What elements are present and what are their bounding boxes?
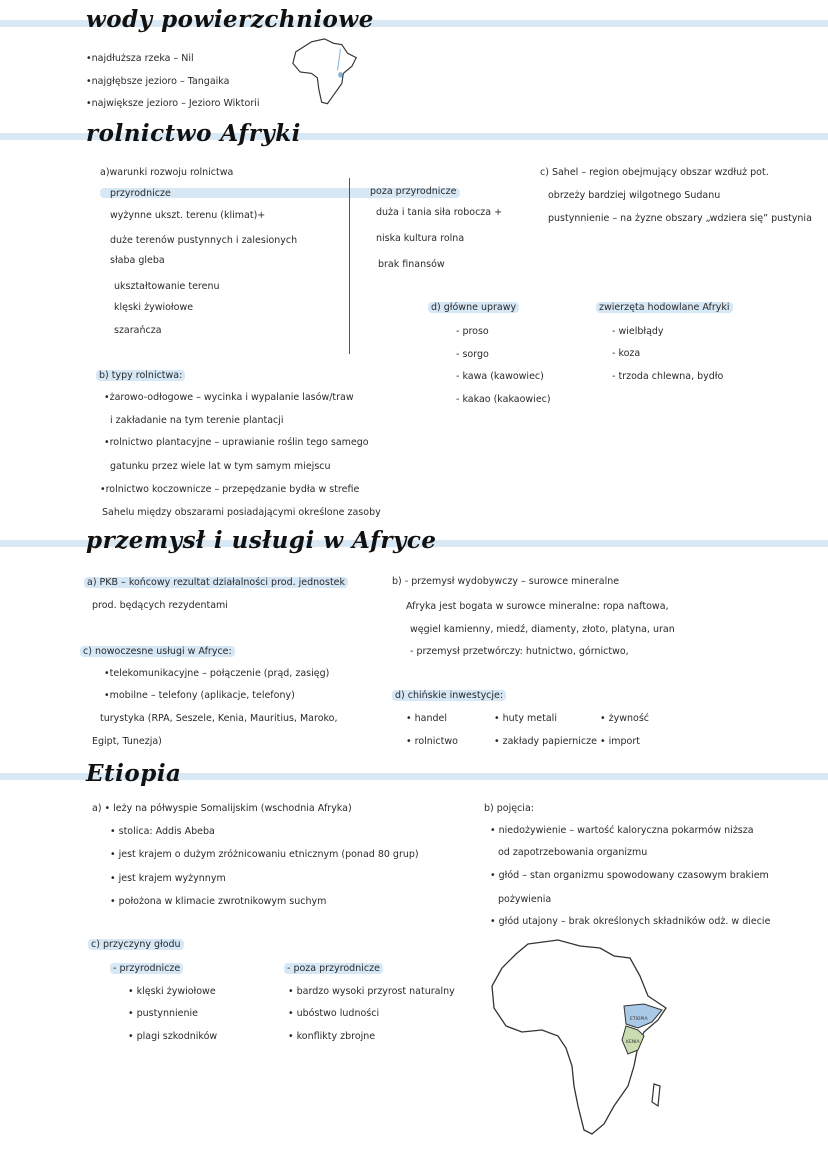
list-item: • huty metali (494, 713, 557, 724)
list-item: •rolnictwo koczownicze – przepędzanie bydła w strefie (100, 484, 360, 495)
africa-map-ethiopia (488, 936, 678, 1138)
list-item: • plagi szkodników (128, 1031, 218, 1042)
list-item: od zapotrzebowania organizmu (498, 847, 648, 858)
list-item: brak finansów (378, 259, 445, 270)
list-item: duże terenów pustynnych i zalesionych (110, 235, 298, 246)
list-item: szarańcza (114, 325, 162, 336)
list-item: a) • leży na półwyspie Somalijskim (wschodnia Afryka) (92, 803, 352, 814)
crops-heading: d) główne uprawy (428, 302, 519, 313)
section-title-etiopia: Etiopia (86, 760, 182, 787)
list-item: - sorgo (456, 349, 489, 360)
list-item: •najgłębsze jezioro – Tangaika (86, 76, 230, 87)
list-item: b) - przemysł wydobywczy – surowce mineralne (392, 576, 620, 587)
list-item: węgiel kamienny, miedź, diamenty, złoto, platyna, uran (410, 624, 675, 635)
sahel-item: obrzeży bardziej wilgotnego Sudanu (548, 190, 721, 201)
section-title-wody: wody powierzchniowe (86, 6, 374, 33)
list-item: • bardzo wysoki przyrost naturalny (288, 986, 455, 997)
list-item: • jest krajem o dużym zróżnicowaniu etnicznym (ponad 80 grup) (110, 849, 419, 860)
section-title-rolnictwo: rolnictwo Afryki (86, 120, 301, 147)
list-item: gatunku przez wiele lat w tym samym miejscu (110, 461, 331, 472)
list-item: i zakładanie na tym terenie plantacji (110, 415, 284, 426)
natural-heading: - przyrodnicze (110, 963, 183, 974)
section-title-przemysl: przemysł i usługi w Afryce (86, 527, 437, 554)
list-item: • handel (406, 713, 448, 724)
list-item: - przemysł przetwórczy: hutnictwo, górnictwo, (410, 646, 629, 657)
hunger-causes-heading: c) przyczyny głodu (88, 939, 184, 950)
column-divider (349, 178, 350, 354)
list-item: - proso (456, 326, 489, 337)
conditions-heading: a)warunki rozwoju rolnictwa (100, 167, 234, 178)
list-item: • głód utajony – brak określonych składników odż. w diecie (490, 916, 771, 927)
list-item: • ubóstwo ludności (288, 1008, 380, 1019)
africa-map-small (290, 36, 362, 108)
list-item: wyżynne ukszt. terenu (klimat)+ (110, 210, 266, 221)
natural-heading: przyrodnicze (110, 188, 171, 199)
list-item: • rolnictwo (406, 736, 458, 747)
non-natural-heading: - poza przyrodnicze (284, 963, 383, 974)
list-item: •największe jezioro – Jezioro Wiktorii (86, 98, 260, 109)
list-item: • położona w klimacie zwrotnikowym suchym (110, 896, 327, 907)
list-item: Egipt, Tunezja) (92, 736, 162, 747)
animals-heading: zwierzęta hodowlane Afryki (596, 302, 733, 313)
list-item: •najdłuższa rzeka – Nil (86, 53, 194, 64)
list-item: • pustynnienie (128, 1008, 199, 1019)
list-item: •rolnictwo plantacyjne – uprawianie roślin tego samego (104, 437, 369, 448)
sahel-item: pustynnienie – na żyzne obszary „wdziera się” pustynia (548, 213, 812, 224)
farming-types-heading: b) typy rolnictwa: (96, 370, 185, 381)
list-item: turystyka (RPA, Seszele, Kenia, Mauritius, Maroko, (100, 713, 338, 724)
list-item: •mobilne – telefony (aplikacje, telefony) (104, 690, 295, 701)
list-item: • żywność (600, 713, 650, 724)
services-heading: c) nowoczesne usługi w Afryce: (80, 646, 235, 657)
list-item: • import (600, 736, 640, 747)
map-label-ethiopia: ETIOPIA (630, 1017, 648, 1022)
list-item: - kawa (kawowiec) (456, 371, 544, 382)
list-item: • niedożywienie – wartość kaloryczna pokarmów niższa (490, 825, 754, 836)
list-item: ukształtowanie terenu (114, 281, 220, 292)
list-item: • zakłady papiernicze (494, 736, 597, 747)
list-item: słaba gleba (110, 255, 165, 266)
list-item: prod. będących rezydentami (92, 600, 228, 611)
list-item: Afryka jest bogata w surowce mineralne: ropa naftowa, (406, 601, 669, 612)
list-item: • stolica: Addis Abeba (110, 826, 215, 837)
concepts-heading: b) pojęcia: (484, 803, 534, 814)
list-item: - wielbłądy (612, 326, 664, 337)
list-item: • konflikty zbrojne (288, 1031, 376, 1042)
sahel-item: c) Sahel – region obejmujący obszar wzdłuż pot. (540, 167, 769, 178)
list-item: - trzoda chlewna, bydło (612, 371, 724, 382)
list-item: klęski żywiołowe (114, 302, 194, 313)
non-natural-heading: poza przyrodnicze (370, 186, 457, 197)
list-item: - koza (612, 348, 641, 359)
list-item: pożywienia (498, 894, 552, 905)
list-item: duża i tania siła robocza + (376, 207, 503, 218)
list-item: •telekomunikacyjne – połączenie (prąd, zasięg) (104, 668, 330, 679)
list-item: •żarowo-odłogowe – wycinka i wypalanie lasów/traw (104, 392, 354, 403)
list-item: niska kultura rolna (376, 233, 465, 244)
investments-heading: d) chińskie inwestycje: (392, 690, 506, 701)
list-item: • głód – stan organizmu spowodowany czasowym brakiem (490, 870, 769, 881)
list-item: • klęski żywiołowe (128, 986, 216, 997)
list-item: Sahelu między obszarami posiadającymi określone zasoby (102, 507, 381, 518)
list-item: a) PKB – końcowy rezultat działalności prod. jednostek (84, 577, 348, 588)
list-item: - kakao (kakaowiec) (456, 394, 551, 405)
map-label-kenya: KENIA (626, 1040, 640, 1045)
list-item: • jest krajem wyżynnym (110, 873, 226, 884)
